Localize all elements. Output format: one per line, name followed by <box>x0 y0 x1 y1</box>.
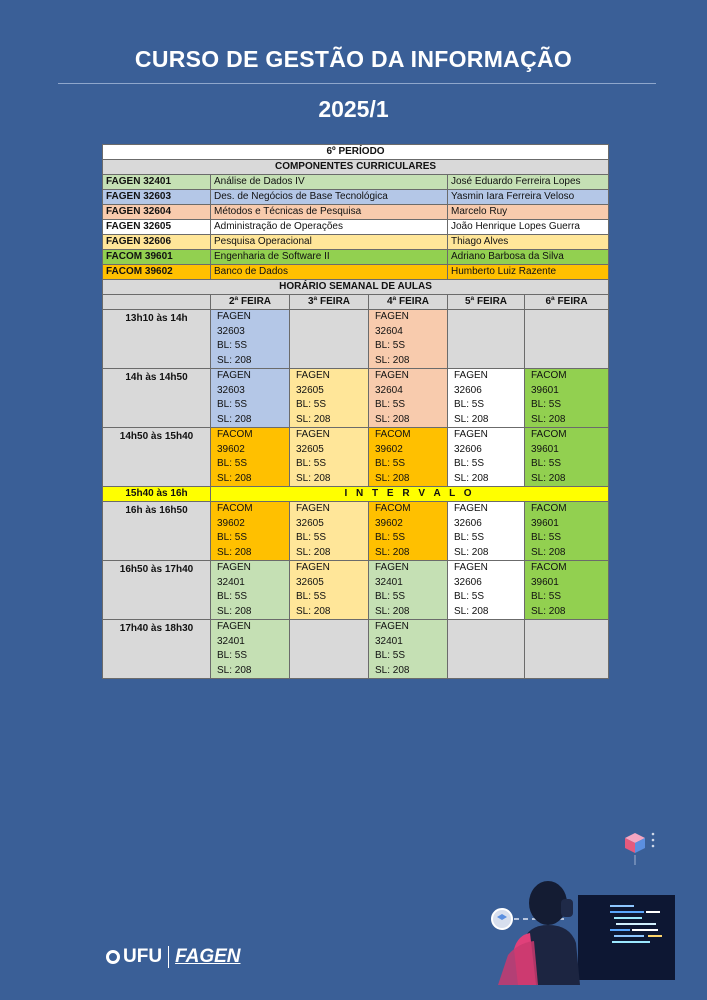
slot-line: 32606 <box>454 576 482 588</box>
slot-line: BL: 5S <box>296 458 327 469</box>
time-slot-label: 16h50 às 17h40 <box>103 561 211 620</box>
time-slot-label: 16h às 16h50 <box>103 502 211 561</box>
slot-line: FAGEN <box>375 562 409 573</box>
slot-line: SL: 208 <box>296 472 331 484</box>
slot-line: BL: 5S <box>375 650 406 661</box>
slot-line: FACOM <box>531 370 567 381</box>
schedule-header-row <box>103 280 609 295</box>
time-slot-label: 14h às 14h50 <box>103 369 211 428</box>
course-code: FAGEN 32606 <box>103 235 211 250</box>
slot-line: FAGEN <box>296 562 330 573</box>
slot-line: SL: 208 <box>454 413 489 425</box>
slot-line: SL: 208 <box>531 546 566 558</box>
slot-line: BL: 5S <box>454 399 485 410</box>
slot-line: 32605 <box>296 517 324 529</box>
slot-line: 32401 <box>217 576 245 588</box>
slot-line: 32606 <box>454 384 482 396</box>
schedule-table <box>102 144 609 679</box>
class-slot <box>211 561 290 620</box>
time-column-header <box>103 295 211 310</box>
slot-line: 39602 <box>217 443 245 455</box>
course-row <box>103 220 609 235</box>
course-name: Engenharia de Software II <box>211 250 448 265</box>
time-slot-row <box>103 369 609 428</box>
slot-line: SL: 208 <box>454 605 489 617</box>
slot-line: SL: 208 <box>531 413 566 425</box>
slot-line: 32603 <box>217 325 245 337</box>
slot-line: SL: 208 <box>454 546 489 558</box>
class-slot <box>290 310 369 369</box>
semester-year: 2025/1 <box>318 96 389 122</box>
slot-line: BL: 5S <box>217 458 248 469</box>
class-slot <box>525 561 609 620</box>
course-teacher: João Henrique Lopes Guerra <box>448 220 609 235</box>
slot-line: BL: 5S <box>375 340 406 351</box>
slot-line: 32604 <box>375 325 403 337</box>
class-slot <box>448 502 525 561</box>
class-slot <box>290 502 369 561</box>
title-divider <box>58 83 656 84</box>
slot-line: BL: 5S <box>375 399 406 410</box>
slot-line: 39601 <box>531 443 559 455</box>
slot-line: BL: 5S <box>217 340 248 351</box>
slot-line: BL: 5S <box>531 591 562 602</box>
time-slot-row <box>103 620 609 679</box>
course-code: FAGEN 32401 <box>103 175 211 190</box>
cube-icon <box>625 833 654 865</box>
course-name: Banco de Dados <box>211 265 448 280</box>
footer-logo <box>106 944 241 970</box>
class-slot <box>369 369 448 428</box>
slot-line: SL: 208 <box>375 472 410 484</box>
day-header: 2ª FEIRA <box>211 295 290 310</box>
slot-line: BL: 5S <box>296 532 327 543</box>
slot-line: SL: 208 <box>375 413 410 425</box>
student-computer-illustration <box>478 825 678 985</box>
time-slot-row <box>103 428 609 487</box>
slot-line: BL: 5S <box>531 532 562 543</box>
slot-line: SL: 208 <box>375 605 410 617</box>
slot-line: BL: 5S <box>217 650 248 661</box>
slot-line: SL: 208 <box>217 472 252 484</box>
class-slot <box>290 561 369 620</box>
slot-line: SL: 208 <box>217 605 252 617</box>
class-slot <box>211 620 290 679</box>
course-teacher: Humberto Luiz Razente <box>448 265 609 280</box>
slot-line: FACOM <box>531 562 567 573</box>
course-row <box>103 175 609 190</box>
slot-line: SL: 208 <box>296 413 331 425</box>
interval-label: I N T E R V A L O <box>211 487 609 502</box>
course-teacher: Marcelo Ruy <box>448 205 609 220</box>
course-name: Administração de Operações <box>211 220 448 235</box>
period-header: 6º PERÍODO <box>103 145 609 160</box>
slot-line: SL: 208 <box>217 664 252 676</box>
slot-line: 32605 <box>296 384 324 396</box>
slot-line: SL: 208 <box>217 546 252 558</box>
course-teacher: Adriano Barbosa da Silva <box>448 250 609 265</box>
class-slot <box>525 428 609 487</box>
slot-line: 32606 <box>454 443 482 455</box>
course-code: FAGEN 32604 <box>103 205 211 220</box>
course-row <box>103 190 609 205</box>
slot-line: BL: 5S <box>531 399 562 410</box>
slot-line: BL: 5S <box>375 458 406 469</box>
class-slot <box>525 620 609 679</box>
class-slot <box>369 310 448 369</box>
slot-line: FAGEN <box>454 562 488 573</box>
slot-line: BL: 5S <box>531 458 562 469</box>
class-slot <box>211 310 290 369</box>
class-slot <box>290 428 369 487</box>
class-slot <box>290 369 369 428</box>
class-slot <box>211 369 290 428</box>
course-name: Análise de Dados IV <box>211 175 448 190</box>
class-slot <box>290 620 369 679</box>
slot-line: BL: 5S <box>217 399 248 410</box>
class-slot <box>525 369 609 428</box>
slot-line: 39602 <box>217 517 245 529</box>
ufu-emblem-icon <box>106 950 120 964</box>
slot-line: FAGEN <box>217 621 251 632</box>
slot-line: FAGEN <box>375 621 409 632</box>
time-slot-label: 14h50 às 15h40 <box>103 428 211 487</box>
course-code: FAGEN 32603 <box>103 190 211 205</box>
slot-line: SL: 208 <box>531 605 566 617</box>
slot-line: FAGEN <box>217 562 251 573</box>
slot-line: FAGEN <box>375 370 409 381</box>
slot-line: FACOM <box>375 429 411 440</box>
class-slot <box>369 428 448 487</box>
slot-line: FAGEN <box>217 311 251 322</box>
course-code: FACOM 39602 <box>103 265 211 280</box>
slot-line: 39601 <box>531 517 559 529</box>
class-slot <box>369 561 448 620</box>
interval-time: 15h40 às 16h <box>103 487 211 502</box>
course-teacher: José Eduardo Ferreira Lopes <box>448 175 609 190</box>
slot-line: 39601 <box>531 576 559 588</box>
days-row <box>103 295 609 310</box>
slot-line: FACOM <box>531 429 567 440</box>
class-slot <box>369 502 448 561</box>
slot-line: FAGEN <box>454 503 488 514</box>
slot-line: 32401 <box>375 576 403 588</box>
slot-line: 32401 <box>375 635 403 647</box>
slot-line: 32606 <box>454 517 482 529</box>
slot-line: FAGEN <box>454 429 488 440</box>
slot-line: FAGEN <box>296 503 330 514</box>
slot-line: SL: 208 <box>375 546 410 558</box>
class-slot <box>525 502 609 561</box>
course-row <box>103 235 609 250</box>
class-slot <box>369 620 448 679</box>
slot-line: SL: 208 <box>217 354 252 366</box>
slot-line: BL: 5S <box>296 399 327 410</box>
slot-line: 39601 <box>531 384 559 396</box>
slot-line: SL: 208 <box>375 664 410 676</box>
day-header: 3ª FEIRA <box>290 295 369 310</box>
slot-line: SL: 208 <box>454 472 489 484</box>
class-slot <box>448 369 525 428</box>
slot-line: BL: 5S <box>296 591 327 602</box>
slot-line: FAGEN <box>296 429 330 440</box>
class-slot <box>448 620 525 679</box>
course-row <box>103 205 609 220</box>
time-slot-label: 17h40 às 18h30 <box>103 620 211 679</box>
slot-line: BL: 5S <box>375 532 406 543</box>
slot-line: 32605 <box>296 443 324 455</box>
slot-line: SL: 208 <box>375 354 410 366</box>
logo-ufu-text: UFU <box>123 946 163 967</box>
schedule-title: HORÁRIO SEMANAL DE AULAS <box>103 280 609 295</box>
slot-line: FACOM <box>217 503 253 514</box>
slot-line: BL: 5S <box>375 591 406 602</box>
course-row <box>103 250 609 265</box>
time-slot-row <box>103 310 609 369</box>
course-teacher: Thiago Alves <box>448 235 609 250</box>
slot-line: FACOM <box>217 429 253 440</box>
slot-line: FAGEN <box>454 370 488 381</box>
course-name: Métodos e Técnicas de Pesquisa <box>211 205 448 220</box>
slot-line: BL: 5S <box>454 532 485 543</box>
course-title: CURSO DE GESTÃO DA INFORMAÇÃO <box>134 46 573 72</box>
time-slot-row <box>103 561 609 620</box>
slot-line: FACOM <box>531 503 567 514</box>
day-header: 5ª FEIRA <box>448 295 525 310</box>
time-slot-label: 13h10 às 14h <box>103 310 211 369</box>
slot-line: SL: 208 <box>531 472 566 484</box>
course-name: Pesquisa Operacional <box>211 235 448 250</box>
slot-line: 32604 <box>375 384 403 396</box>
slot-line: BL: 5S <box>454 591 485 602</box>
course-code: FAGEN 32605 <box>103 220 211 235</box>
course-name: Des. de Negócios de Base Tecnológica <box>211 190 448 205</box>
slot-line: FAGEN <box>375 311 409 322</box>
course-row <box>103 265 609 280</box>
slot-line: BL: 5S <box>217 591 248 602</box>
course-teacher: Yasmin Iara Ferreira Veloso <box>448 190 609 205</box>
slot-line: SL: 208 <box>296 546 331 558</box>
slot-line: BL: 5S <box>217 532 248 543</box>
slot-line: 32401 <box>217 635 245 647</box>
slot-line: FAGEN <box>296 370 330 381</box>
slot-line: SL: 208 <box>296 605 331 617</box>
class-slot <box>525 310 609 369</box>
class-slot <box>211 502 290 561</box>
day-header: 6ª FEIRA <box>525 295 609 310</box>
slot-line: FACOM <box>375 503 411 514</box>
slot-line: 39602 <box>375 443 403 455</box>
slot-line: 39602 <box>375 517 403 529</box>
slot-line: BL: 5S <box>454 458 485 469</box>
slot-line: 32603 <box>217 384 245 396</box>
slot-line: FAGEN <box>217 370 251 381</box>
class-slot <box>448 561 525 620</box>
components-header: COMPONENTES CURRICULARES <box>103 160 609 175</box>
class-slot <box>448 428 525 487</box>
logo-fagen-text: FAGEN <box>175 946 241 967</box>
slot-line: 32605 <box>296 576 324 588</box>
class-slot <box>211 428 290 487</box>
course-code: FACOM 39601 <box>103 250 211 265</box>
slot-line: SL: 208 <box>217 413 252 425</box>
day-header: 4ª FEIRA <box>369 295 448 310</box>
logo-separator <box>168 946 169 968</box>
time-slot-row <box>103 502 609 561</box>
interval-row <box>103 487 609 502</box>
class-slot <box>448 310 525 369</box>
